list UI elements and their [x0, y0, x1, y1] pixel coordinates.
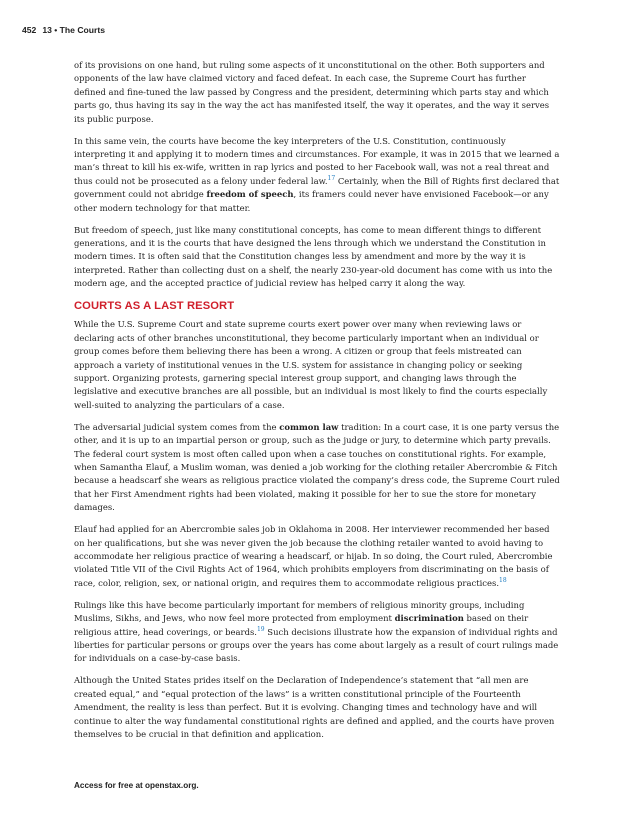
footnote-ref-17[interactable]: 17	[327, 175, 336, 183]
running-header	[22, 25, 105, 35]
key-term-freedom-of-speech: freedom of speech	[206, 189, 294, 200]
chapter-title: 13 • The Courts	[42, 25, 106, 35]
paragraph-2-text-a: In this same vein, the courts have become the key interpreters of the U.S. Constitution, continuously interpreting it and applying it to modern times and circumstances. For example, it was in 2015 that we learned a man’s threat to kill his ex-wife, written in rap lyrics and posted to her Facebook wall, was not a real threat and thus could not be prosecuted as a felony under federal law.	[74, 135, 560, 186]
paragraph-4: While the U.S. Supreme Court and state supreme courts exert power over many when reviewing laws or declaring acts of other branches unconstitutional, they become particularly important when an individual or group comes before them believing there has been a wrong. A citizen or group that feels mistreated can approach a variety of institutional venues in the U.S. system for assistance in changing policy or seeking support. Organizing protests, garnering special interest group support, and changing laws through the legislative and executive branches are all possible, but an individual is most likely to find the courts especially well-suited to analyzing the particulars of a case.	[74, 319, 548, 410]
paragraph-2-text-b: Certainly, when the Bill of Rights first declared that government could not abridge	[74, 175, 560, 200]
paragraph-6	[74, 523, 560, 590]
paragraph-5-text-b: tradition: In a court case, it is one party versus the other, and it is up to an impartial person or group, such as the judge or jury, to determine which party prevails. The federal court system is most often called upon when a case touches on constitutional rights. For example, when Samantha Elauf, a Muslim woman, was denied a job working for the clothing retailer Abercrombie & Fitch because a headscarf she wears as religious practice violated the company’s dress code, the Supreme Court ruled that her First Amendment rights had been violated, making it possible for her to sue the store for monetary damages.	[74, 421, 560, 513]
paragraph-2-text-c: , its framers could never have envisioned Facebook—or any other modern technology for that matter.	[74, 189, 549, 213]
footnote-ref-19[interactable]: 19	[256, 625, 265, 633]
section-heading: COURTS AS A LAST RESORT	[74, 300, 235, 313]
paragraph-2	[74, 135, 560, 215]
paragraph-1: of its provisions on one hand, but ruling some aspects of it unconstitutional on the other. Both supporters and opponents of the law have claimed victory and faced defeat. In each case, the Supreme Court has further defined and fine-tuned the law passed by Congress and the president, determining which parts stay and which parts go, thus having its say in the way the act has manifested itself, the way it operates, and the way it serves its public purpose.	[74, 60, 550, 124]
key-term-common-law: common law	[279, 421, 339, 432]
paragraph-5	[74, 421, 560, 515]
paragraph-3: But freedom of speech, just like many constitutional concepts, has come to mean different things to different generations, and it is the courts that have designed the lens through which we understand the Constitution in modern times. It is often said that the Constitution changes less by amendment and more by the way it is interpreted. Rather than collecting dust on a shelf, the nearly 230-year-old document has come with us into the modern age, and the accepted practice of judicial review has helped carry it along the way.	[74, 224, 553, 289]
paragraph-7-text-c: Such decisions illustrate how the expansion of individual rights and liberties for particular persons or groups over the years has come about largely as a result of court rulings made for individuals on a case-by-case basis.	[74, 626, 559, 664]
footnote-ref-18[interactable]: 18	[499, 576, 507, 584]
paragraph-8: Although the United States prides itself on the Declaration of Independence’s statement that “all men are created equal,” and “equal protection of the laws” is a written constitutional principle of the Fourteenth Amendment, the reality is less than perfect. But it is evolving. Changing times and technology have and will continue to alter the way fundamental constitutional rights are defined and applied, and the courts have proven themselves to be crucial in that definition and application.	[74, 675, 555, 740]
paragraph-5-text-a: The adversarial judicial system comes from the	[74, 421, 280, 432]
key-term-discrimination: discrimination	[394, 613, 464, 624]
paragraph-7-text-a: Rulings like this have become particularly important for members of religious minority groups, including Muslims, Sikhs, and Jews, who now feel more protected from employment	[74, 599, 525, 624]
paragraph-7-text-b: based on their religious attire, head coverings, or beards.	[74, 613, 529, 637]
page-footer: Access for free at openstax.org.	[74, 781, 199, 790]
page-number: 452	[22, 25, 37, 35]
paragraph-6-text-a: Elauf had applied for an Abercrombie sales job in Oklahoma in 2008. Her interviewer recommended her based on her qualifications, but she was never given the job because the clothing retailer wanted to avoid having to accommodate her religious practice of wearing a headscarf, or hijab. In so doing, the Court ruled, Abercrombie violated Title VII of the Civil Rights Act of 1964, which prohibits employers from discriminating on the basis of race, color, religion, sex, or national origin, and requires them to accommodate religious practices.	[74, 524, 553, 588]
main-content	[74, 59, 560, 750]
paragraph-7	[74, 599, 560, 666]
